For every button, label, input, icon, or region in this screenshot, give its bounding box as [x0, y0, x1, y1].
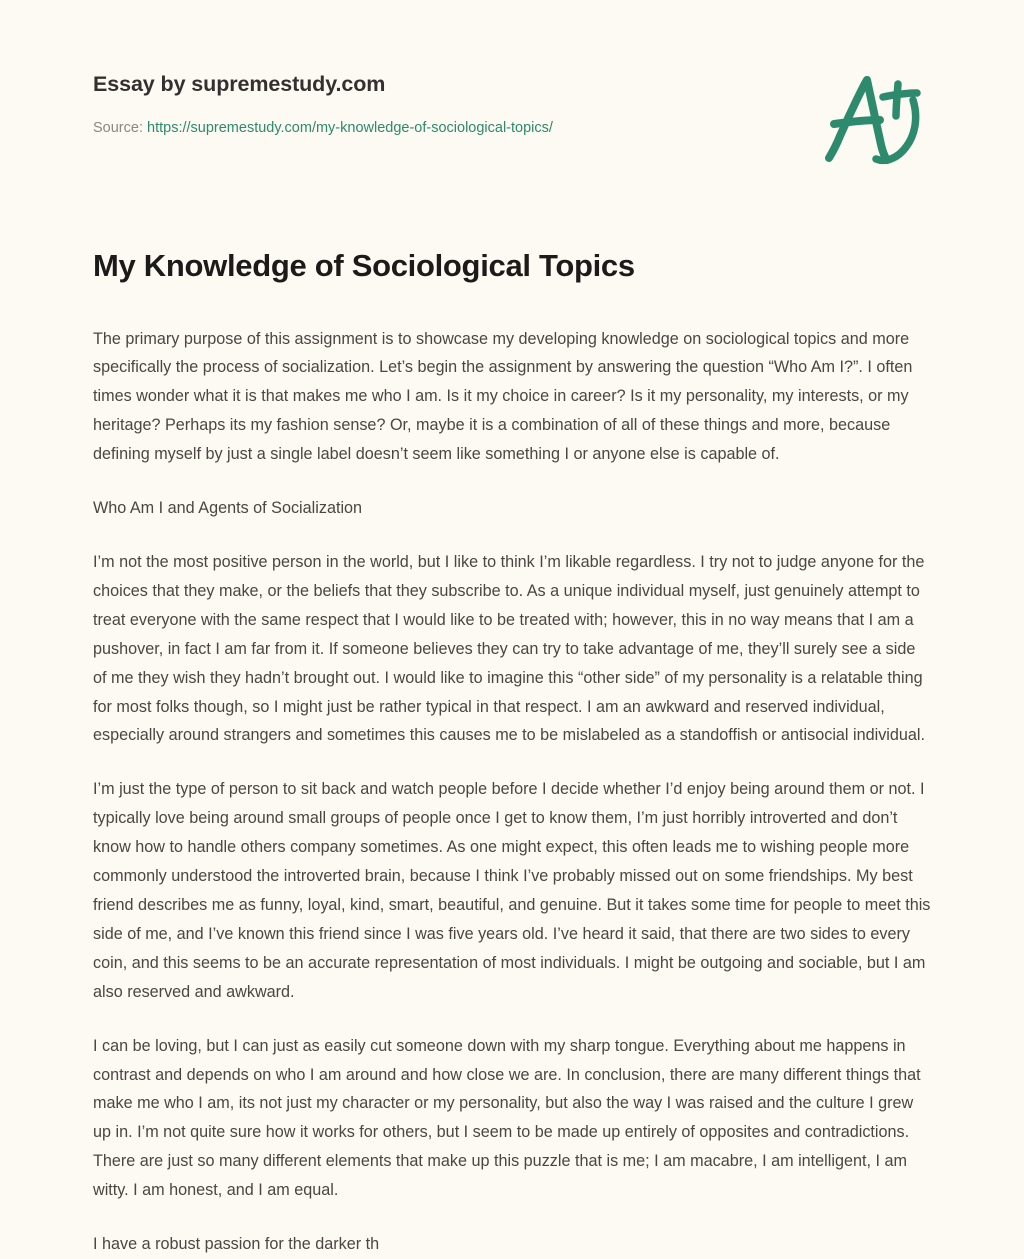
- section-heading-who-am-i: Who Am I and Agents of Socialization: [93, 499, 363, 518]
- aplus-logo-svg: [818, 70, 930, 170]
- source-url-link[interactable]: https://supremestudy.com/my-knowledge-of-sociological-topics/: [147, 120, 553, 136]
- page-title: My Knowledge of Sociological Topics: [93, 248, 635, 283]
- source-line: [93, 120, 553, 136]
- article-container: [93, 248, 933, 1259]
- source-label: Source:: [93, 120, 143, 136]
- paragraph-introversion: I’m just the type of person to sit back and watch people before I decide whether I’d enjoy being around them or not. I typically love being around small groups of people once I get to know them, I’m just horribly introverted and don’t know how to handle others company sometimes. As one might expect, this often leads me to wishing people more commonly understood the introverted brain, because I think I’ve probably missed out on some friendships. My best friend describes me as funny, loyal, kind, smart, beautiful, and genuine. But it takes some time for people to meet this side of me, and I’ve known this friend since I was five years old. I’ve heard it said, that there are two sides to every coin, and this seems to be an accurate representation of most individuals. I might be outgoing and sociable, but I am also reserved and awkward.: [93, 780, 931, 1001]
- aplus-logo-icon[interactable]: [818, 70, 930, 170]
- page-header: [0, 0, 1024, 200]
- paragraph-personality: I’m not the most positive person in the world, but I like to think I’m likable regardless. I try not to judge anyone for the choices that they make, or the beliefs that they subscribe to. As a unique individual myself, just genuinely attempt to treat everyone with the same respect that I would like to be treated with; however, this in no way means that I am a pushover, in fact I am far from it. If someone believes they can try to take advantage of me, they’ll surely see a side of me they wish they hadn’t brought out. I would like to imagine this “other side” of my personality is a relatable thing for most folks though, so I might just be rather typical in that respect. I am an awkward and reserved individual, especially around strangers and sometimes this causes me to be mislabeled as a standoffish or antisocial individual.: [93, 553, 926, 745]
- paragraph-conclusion: I can be loving, but I can just as easily cut someone down with my sharp tongue. Everything about me happens in contrast and depends on who I am around and how close we are. In conclusion, there are many different things that make me who I am, its not just my character or my personality, but also the way I was raised and the culture I grew up in. I’m not quite sure how it works for others, but I seem to be made up entirely of opposites and contradictions. There are just so many different elements that make up this puzzle that is me; I am macabre, I am intelligent, I am witty. I am honest, and I am equal.: [93, 1036, 921, 1200]
- paragraph-truncated: I have a robust passion for the darker th: [93, 1235, 380, 1254]
- brand-title: Essay by supremestudy.com: [93, 72, 386, 96]
- article-body: [93, 325, 933, 1259]
- paragraph-intro: The primary purpose of this assignment is to showcase my developing knowledge on sociological topics and more specifically the process of socialization. Let’s begin the assignment by answering the question “Who Am I?”. I often times wonder what it is that makes me who I am. Is it my choice in career? Is it my personality, my interests, or my heritage? Perhaps its my fashion sense? Or, maybe it is a combination of all of these things and more, because defining myself by just a single label doesn’t seem like something I or anyone else is capable of.: [93, 329, 913, 464]
